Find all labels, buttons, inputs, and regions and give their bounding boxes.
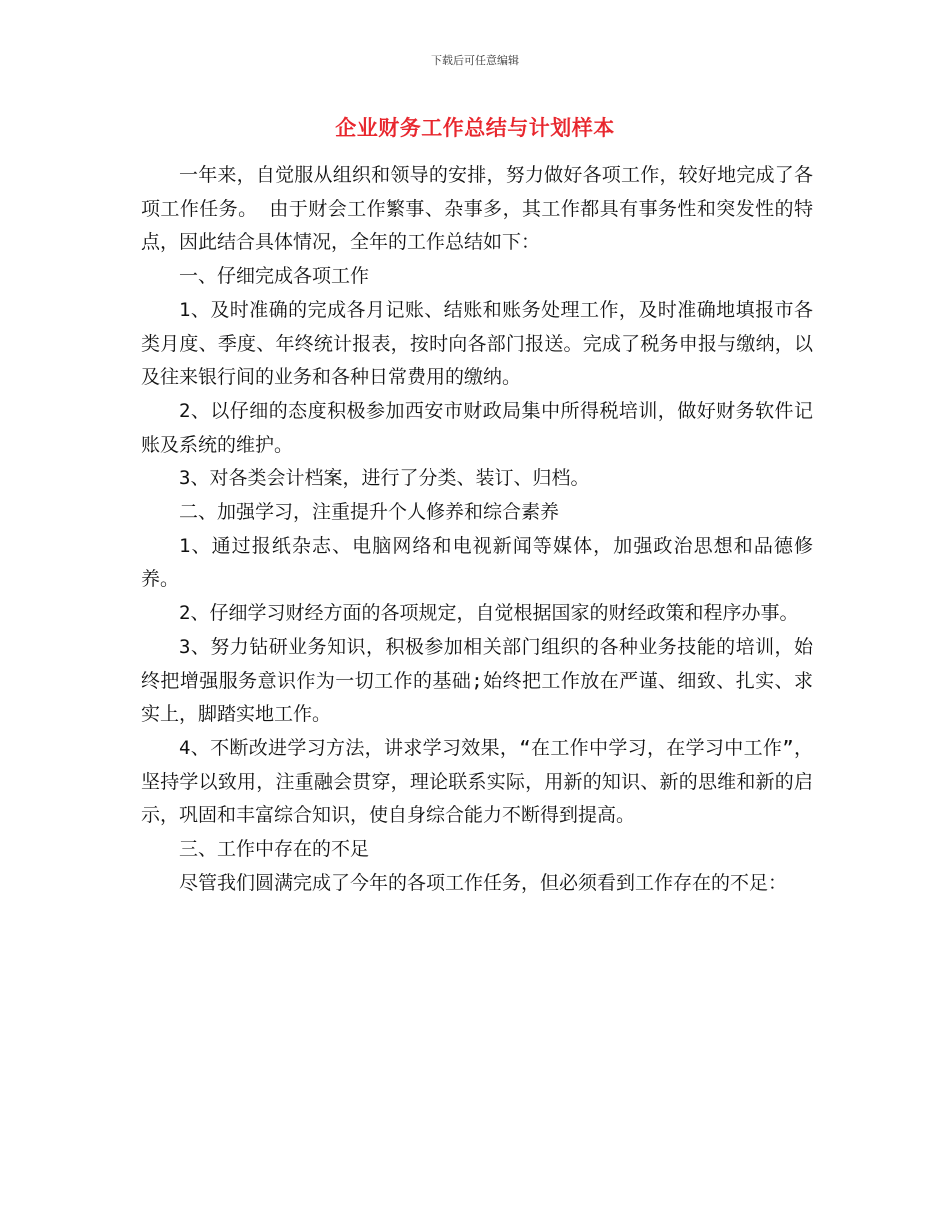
paragraph: 1、及时准确的完成各月记账、结账和账务处理工作，及时准确地填报市各类月度、季度、年终统计报表，按时向各部门报送。完成了税务申报与缴纳，以及往来银行间的业务和各种日常费用的缴纳。 [141,298,813,389]
section-heading-2: 二、加强学习，注重提升个人修养和综合素养 [179,501,560,524]
paragraph: 2、仔细学习财经方面的各项规定，自觉根据国家的财经政策和程序办事。 [179,602,799,625]
paragraph: 尽管我们圆满完成了今年的各项工作任务，但必须看到工作存在的不足： [179,871,788,894]
header-note: 下载后可任意编辑 [431,54,519,67]
paragraph: 1、通过报纸杂志、电脑网络和电视新闻等媒体，加强政治思想和品德修养。 [141,534,813,591]
paragraph: 3、努力钻研业务知识，积极参加相关部门组织的各种业务技能的培训，始终把增强服务意识作为一切工作的基础;始终把工作放在严谨、细致、扎实、求实上，脚踏实地工作。 [141,635,813,726]
paragraph: 4、不断改进学习方法，讲求学习效果，“在工作中学习，在学习中工作”，坚持学以致用，注重融会贯穿，理论联系实际，用新的知识、新的思维和新的启示，巩固和丰富综合知识，使自身综合能力不断得到提高。 [141,736,813,827]
paragraph: 2、以仔细的态度积极参加西安市财政局集中所得税培训，做好财务软件记账及系统的维护。 [141,399,813,456]
section-heading-3: 三、工作中存在的不足 [179,838,370,861]
section-heading-1: 一、仔细完成各项工作 [179,265,370,288]
paragraph-intro: 一年来，自觉服从组织和领导的安排，努力做好各项工作，较好地完成了各项工作任务。 由于财会工作繁事、杂事多，其工作都具有事务性和突发性的特点，因此结合具体情况，全年的工作总结如下： [141,164,813,254]
document-title: 企业财务工作总结与计划样本 [335,115,615,140]
document-body [141,159,813,900]
paragraph: 3、对各类会计档案，进行了分类、装订、归档。 [179,467,590,490]
